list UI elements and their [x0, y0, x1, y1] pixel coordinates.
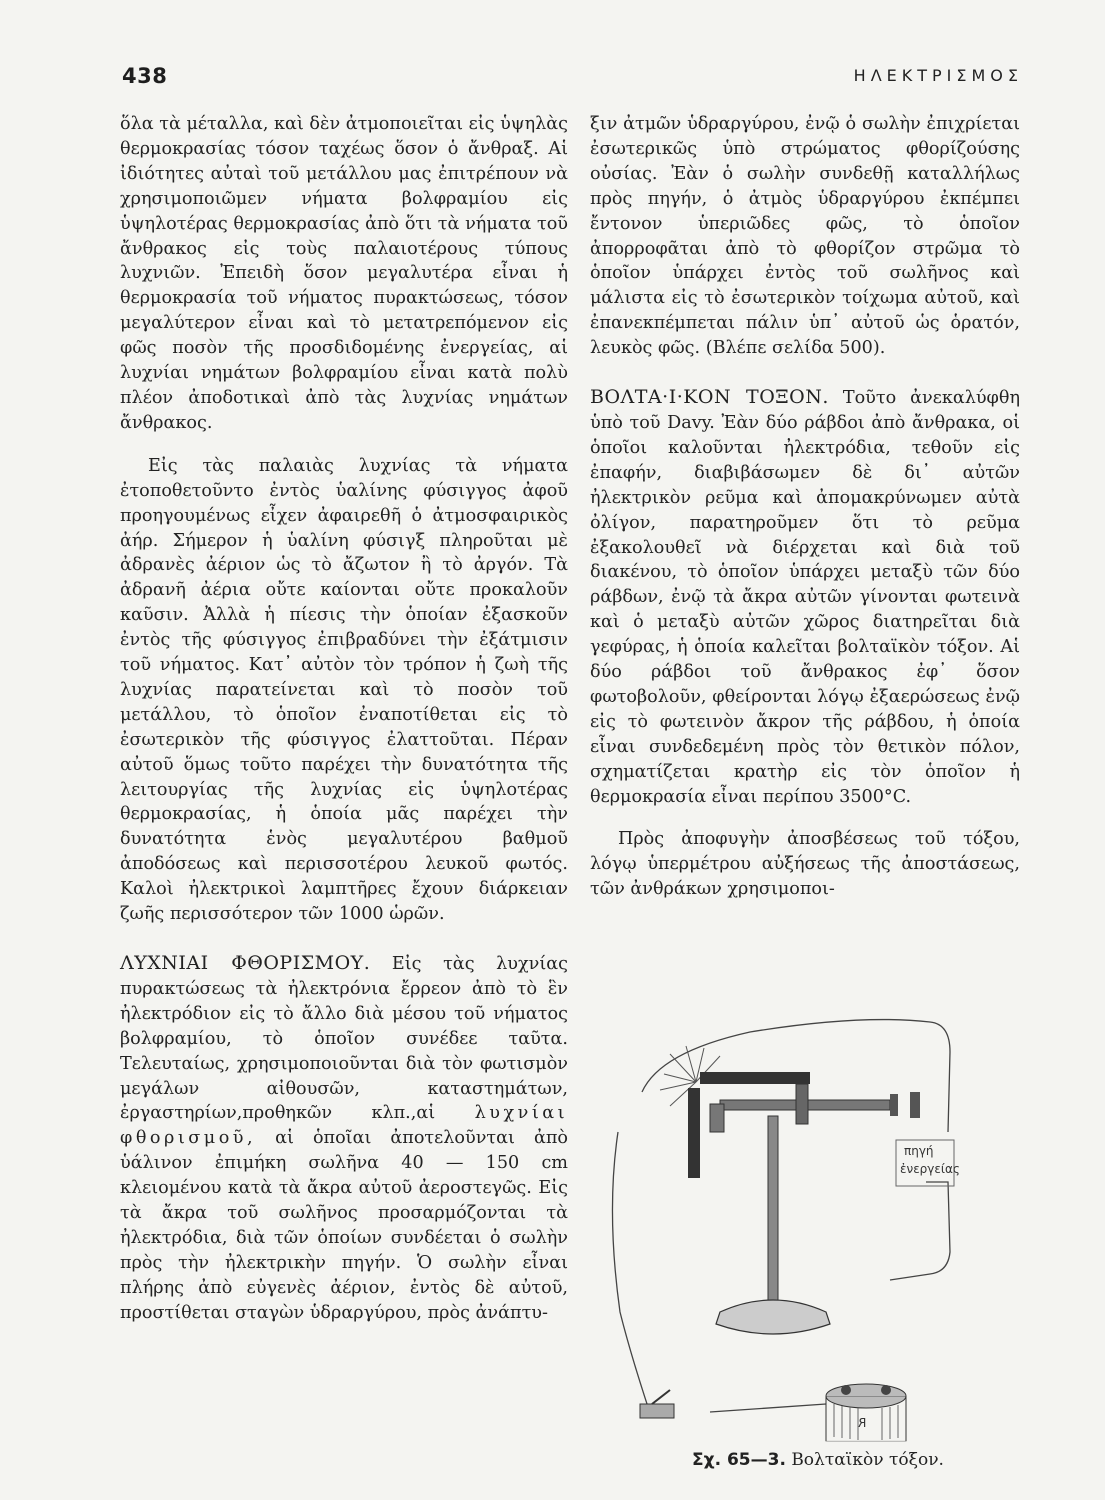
wire-bottom	[710, 1404, 826, 1412]
source-label-1	[904, 1144, 934, 1158]
battery-mark-text: R	[858, 1416, 867, 1430]
stand-base	[716, 1300, 830, 1334]
adjust-knob-2	[910, 1092, 920, 1118]
switch	[640, 1404, 674, 1418]
right-paragraph-2-text: Τοῦτο ἀνεκαλύφθη ὑπὸ τοῦ Davy. Ἐὰν δύο ράβδοι ἀπὸ ἄνθρακα, οἱ ὁποῖοι καλοῦνται ἠλεκτρόδια, τεθοῦν εἰς ἐπαφήν, διαβιβάσωμεν δὲ δι᾽ αὐτῶν ἠλεκτρικὸν ρεῦμα καὶ ἀπομακρύνωμεν αὐτὰ ὀλίγον, παρατηροῦμεν ὅτι τὸ ρεῦμα ἐξακολουθεῖ νὰ διέρχεται καὶ διὰ τοῦ διακένου, τὸ ὁποῖον ὑπάρχει μεταξὺ τῶν δύο ράβδων, ἐνῷ τὰ ἄκρα αὐτῶν γίνονται φωτεινὰ καὶ ὁ μεταξὺ αὐτῶν χῶρος διατηρεῖται διὰ γεφύρας, ἡ ὁποία καλεῖται βολταϊκὸν τόξον. Αἱ δύο ράβδοι τοῦ ἄνθρακος ἐφ᾽ ὅσον φωτοβολοῦν, φθείρονται λόγῳ ἐξαερώσεως ἐνῷ εἰς τὸ φωτεινὸν ἄκρον τῆς ράβδου, ἡ ὁποία εἶναι συνδεδεμένη πρὸς τὸν θετικὸν πόλον, σχηματίζεται κρατὴρ εἰς τὸν ὁποῖον ἡ θερμοκρασία εἶναι περίπου 3500°C.	[590, 388, 1020, 807]
arm-clamp	[796, 1084, 808, 1124]
section-heading-fluorescent: ΛΥΧΝΙΑΙ ΦΘΟΡΙΣΜΟΥ.	[120, 952, 371, 974]
left-paragraph-1: ὅλα τὰ μέταλλα, καὶ δὲν ἀτμοποιεῖται εἰς ὑψηλὰς θερμοκρασίας τόσον ταχέως ὅσον ὁ ἄνθραξ. Αἱ ἰδιότητες αὐταὶ τοῦ μετάλλου μας ἐπιτρέπουν νὰ χρησιμοποιῶμεν νήματα βολφραμίου εἰς ὑψηλοτέρας θερμοκρασίας ἀπὸ ὅτι τὰ νήματα τοῦ ἄνθρακος εἰς τοὺς παλαιοτέρους τύπους λυχνιῶν. Ἐπειδὴ ὅσον μεγαλυτέρα εἶναι ἡ θερμοκρασία τοῦ νήματος πυρακτώσεως, τόσον μεγαλύτερον εἶναι καὶ τὸ μετατρεπόμενον εἰς φῶς ποσὸν τῆς προσδιδομένης ἐνεργείας, αἱ λυχνίαι νημάτων βολφραμίου εἶναι κατὰ πολὺ πλέον ἀποδοτικαὶ ἀπὸ τὰς λυχνίας νημάτων ἄνθρακος.	[120, 114, 568, 433]
left-paragraph-3b: αἱ ὁποῖαι ἀποτελοῦνται ἀπὸ ὑάλινον ἐπιμήκη σωλῆνα 40 — 150 cm κλειομένου κατὰ τὰ ἄκρα αὐτοῦ ἀεροστεγῶς. Εἰς τὰ ἄκρα τοῦ σωλῆνος προσαρμόζονται τὰ ἠλεκτρόδια, διὰ τῶν ὁποίων συνδέεται ὁ σωλὴν πρὸς τὴν ἠλεκτρικὴν πηγήν. Ὁ σωλὴν εἶναι πλήρης ἀπὸ εὐγενὲς ἀέριον, ἐντὸς δὲ αὐτοῦ, προστίθεται σταγὼν ὑδραργύρου, πρὸς ἀνάπτυ-	[120, 1128, 568, 1323]
left-paragraph-3	[120, 951, 568, 1326]
wire-left	[612, 1132, 648, 1407]
emphasized-term: λυχνίαι φθορισμοῦ,	[120, 1103, 569, 1149]
source-label-1-text: πηγή	[904, 1144, 934, 1158]
voltaic-arc-figure	[600, 1012, 1040, 1444]
lower-carbon-rod	[688, 1088, 700, 1178]
right-paragraph-1: ξιν ἀτμῶν ὑδραργύρου, ἐνῷ ὁ σωλὴν ἐπιχρίεται ἐσωτερικῶς ὑπὸ στρώματος φθορίζούσης οὐσίας. Ἐὰν ὁ σωλὴν συνδεθῇ καταλλήλως πρὸς πηγήν, ὁ ἀτμὸς ὑδραργύρου ἐκπέμπει ἔντονον ὑπεριῶδες φῶς, τὸ ὁποῖον ἀπορροφᾶται ἀπὸ τὸ φθορίζον στρῶμα τὸ ὁποῖον ὑπάρχει ἐντὸς τοῦ σωλῆνος καὶ μάλιστα εἰς τὸ ἐσωτερικὸν τοίχωμα αὐτοῦ, καὶ ἐπανεκπέμπεται πάλιν ὑπ᾽ αὐτοῦ ὡς ὁρατόν, λευκὸς φῶς. (Βλέπε σελίδα 500).	[590, 114, 1020, 359]
stand-column	[768, 1116, 778, 1306]
left-paragraph-2: Εἰς τὰς παλαιὰς λυχνίας τὰ νήματα ἐτοποθετοῦντο ἐντὸς ὑαλίνης φύσιγγος ἀφοῦ προηγουμένως εἶχεν ἀφαιρεθῆ ὁ ἀτμοσφαιρικὸς ἀήρ. Σήμερον ἡ ὑαλίνη φύσιγξ πληροῦται μὲ ἀδρανὲς ἀέριον ὡς τὸ ἄζωτον ἢ τὸ ἀργόν. Τὰ ἀδρανῆ ἀέρια οὔτε καίονται οὔτε προκαλοῦν καῦσιν. Ἀλλὰ ἡ πίεσις τὴν ὁποίαν ἐξασκοῦν ἐντὸς τῆς φύσιγγος ἐπιβραδύνει τὴν ἐξάτμισιν τοῦ νήματος. Κατ᾽ αὐτὸν τὸν τρόπον ἡ ζωὴ τῆς λυχνίας παρατείνεται καὶ τὸ ποσὸν τοῦ μετάλλου, τὸ ὁποῖον ἐναποτίθεται εἰς τὸ ἐσωτερικὸν τῆς φύσιγγος ἐλαττοῦται. Πέραν αὐτοῦ ὅμως τοῦτο παρέχει τὴν δυνατότητα τῆς λειτουργίας τῆς λυχνίας εἰς ὑψηλοτέρας θερμοκρασίας, ἡ ὁποία μᾶς παρέχει τὴν δυνατότητα ἑνὸς μεγαλυτέρου βαθμοῦ ἀποδόσεως καὶ περισσοτέρου λευκοῦ φωτός. Καλοὶ ἠλεκτρικοὶ λαμπτῆρες ἔχουν διάρκειαν ζωῆς περισσότερον τῶν 1000 ὡρῶν.	[120, 455, 568, 925]
adjust-knob	[890, 1094, 898, 1116]
switch-lever	[652, 1390, 670, 1404]
figure-caption-label: Σχ. 65—3.	[692, 1450, 786, 1470]
source-label-2-text: ἐνεργείας	[900, 1162, 960, 1176]
page-number: 438	[122, 64, 168, 88]
battery-top	[826, 1384, 906, 1408]
left-column	[120, 112, 568, 1326]
figure-caption-text: Βολταϊκὸν τόξον.	[791, 1450, 944, 1470]
wire-right	[890, 1182, 950, 1280]
left-paragraph-3a: Εἰς τὰς λυχνίας πυρακτώσεως τὰ ἠλεκτρόνια ἔρρεον ἀπὸ τὸ ἓν ἠλεκτρόδιον εἰς τὸ ἄλλο διὰ μέσου τοῦ νήματος βολφραμίου, τὸ ὁποῖον συνέδεε ταῦτα. Τελευταίως, χρησιμοποιοῦνται διὰ τὸν φωτισμὸν μεγάλων αἰθουσῶν, καταστημάτων, ἐργαστηρίων,προθηκῶν κλπ.,αἱ	[120, 954, 568, 1124]
battery-terminal-1	[841, 1385, 851, 1395]
voltaic-arc-illustration	[600, 1012, 1040, 1444]
right-paragraph-2	[590, 385, 1020, 809]
right-column	[590, 112, 1020, 902]
side-clamp	[710, 1104, 724, 1132]
right-paragraph-3: Πρὸς ἀποφυγὴν ἀποσβέσεως τοῦ τόξου, λόγῳ ὑπερμέτρου αὐξήσεως τῆς ἀποστάσεως, τῶν ἀνθράκων χρησιμοποι-	[590, 829, 1020, 900]
upper-carbon-rod	[700, 1072, 810, 1084]
figure-caption	[692, 1450, 944, 1470]
source-label-2	[900, 1162, 960, 1176]
running-header: ΗΛΕΚΤΡΙΣΜΟΣ	[853, 66, 1023, 85]
battery-mark	[858, 1416, 866, 1430]
section-heading-arc: ΒΟΛΤΑ·Ι·ΚΟΝ ΤΟΞΟΝ.	[590, 386, 829, 409]
battery-terminal-2	[881, 1385, 891, 1395]
